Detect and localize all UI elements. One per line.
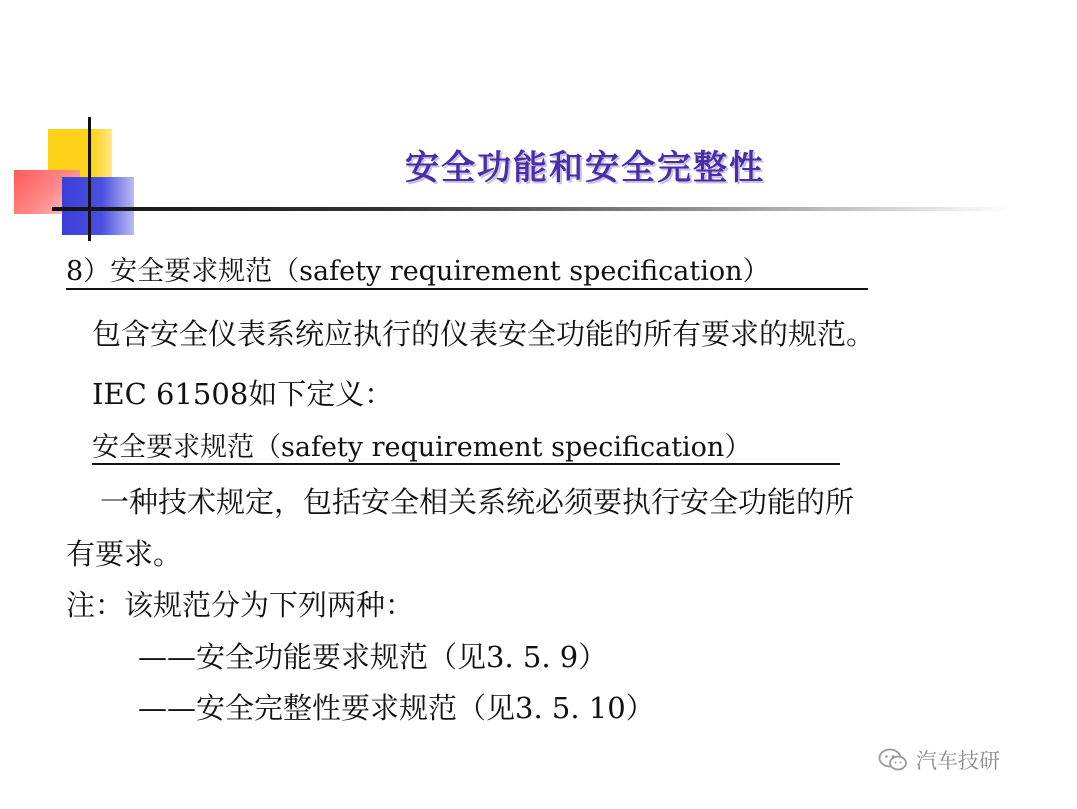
vertical-rule xyxy=(88,117,91,241)
iec-definition-intro: IEC 61508如下定义： xyxy=(92,377,394,411)
term-heading: 安全要求规范（safety requirement specification） xyxy=(92,432,752,463)
wechat-icon xyxy=(878,747,908,773)
section-heading: 8）安全要求规范（safety requirement specification） xyxy=(66,256,770,287)
note-line: 注：该规范分为下列两种： xyxy=(66,588,415,622)
slide-title: 安全功能和安全完整性 xyxy=(405,148,765,188)
note-item-2: ——安全完整性要求规范（见3. 5. 10） xyxy=(138,691,655,725)
section-heading-underline xyxy=(66,288,868,290)
note-item-1: ——安全功能要求规范（见3. 5. 9） xyxy=(138,640,608,674)
term-heading-underline xyxy=(92,463,840,465)
title-underline-rule xyxy=(52,207,1012,211)
watermark xyxy=(878,745,1000,775)
blue-square-decoration xyxy=(62,177,134,235)
term-definition-line-2: 有要求。 xyxy=(66,537,183,571)
term-definition-line-1: 一种技术规定，包括安全相关系统必须要执行安全功能的所 xyxy=(100,485,855,519)
watermark-text: 汽车技研 xyxy=(916,749,1000,773)
definition-line: 包含安全仪表系统应执行的仪表安全功能的所有要求的规范。 xyxy=(92,317,876,351)
